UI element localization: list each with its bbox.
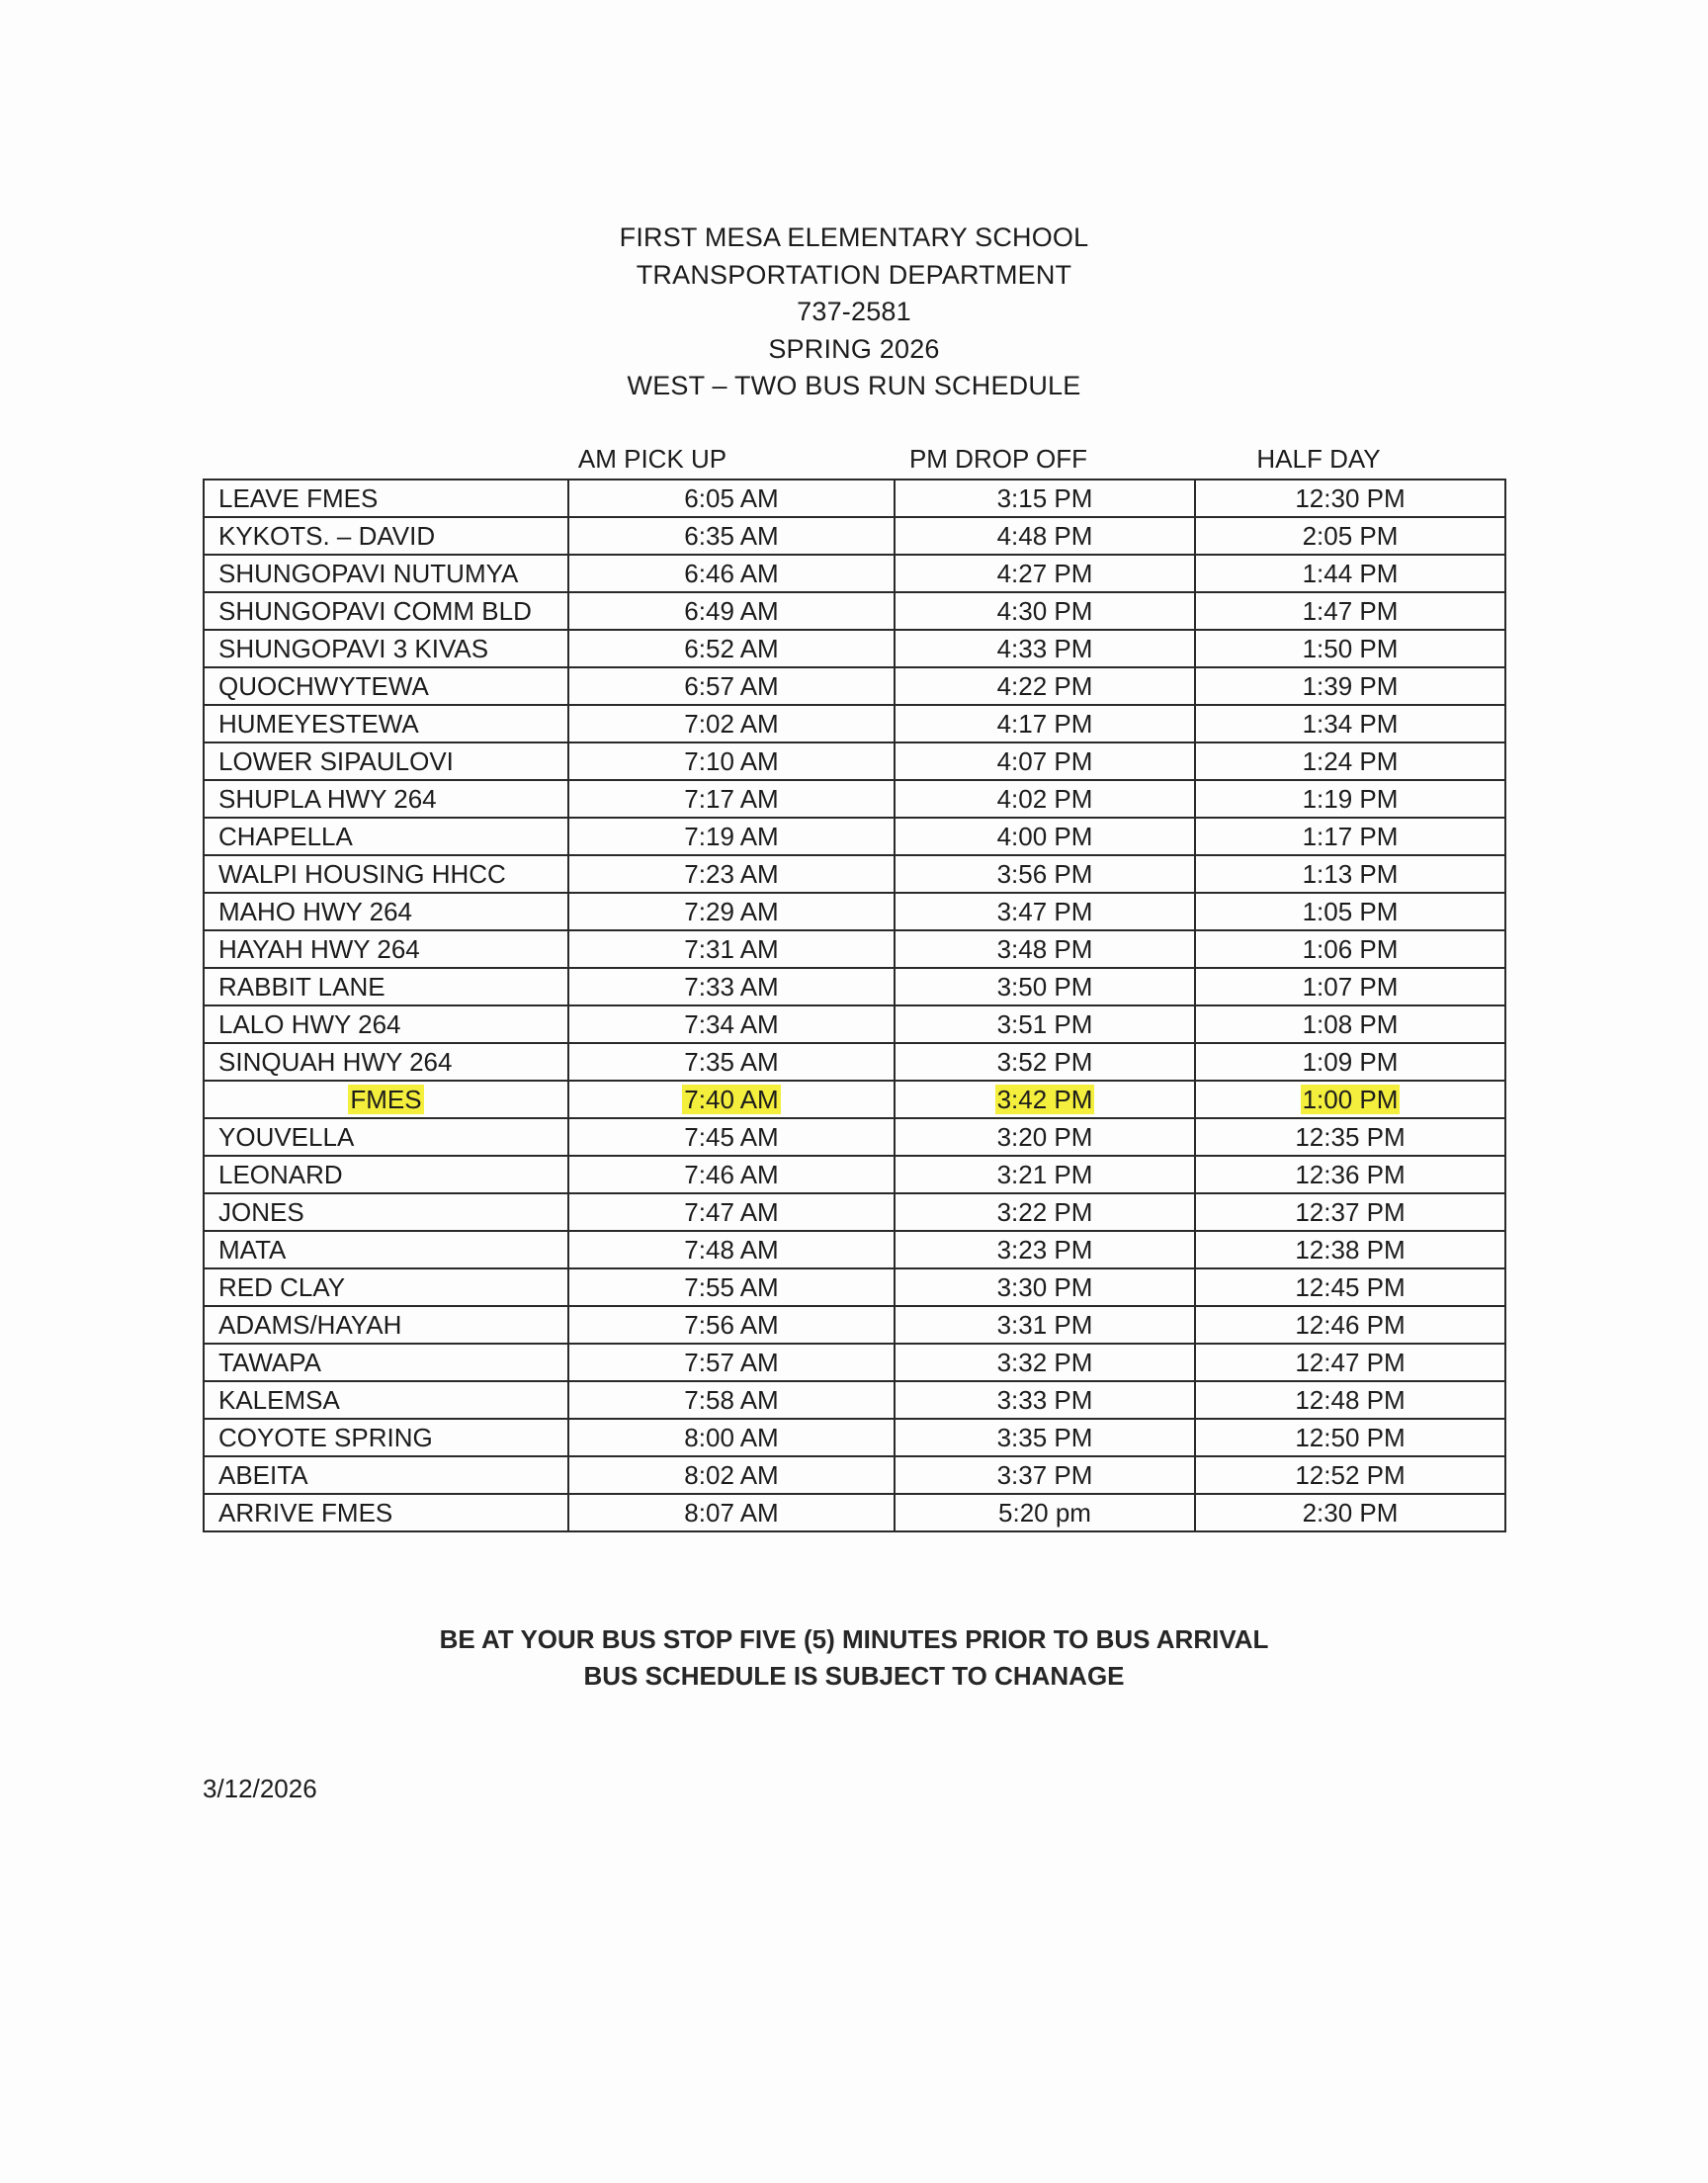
- half-day-cell: [1195, 1005, 1505, 1043]
- half-day-cell: [1195, 555, 1505, 592]
- pm-dropoff-cell: [895, 1043, 1195, 1081]
- half-day-cell-text: 1:50 PM: [1302, 634, 1399, 663]
- column-header-half-day: HALF DAY: [1256, 444, 1381, 474]
- stop-name-cell-text: SINQUAH HWY 264: [218, 1047, 453, 1077]
- table-row: [204, 480, 1505, 517]
- pm-dropoff-cell: [895, 1456, 1195, 1494]
- table-row: [204, 1118, 1505, 1156]
- am-pickup-cell: [568, 1231, 895, 1268]
- stop-name-cell: [204, 855, 568, 893]
- am-pickup-cell-text: 7:57 AM: [684, 1348, 779, 1377]
- stop-name-cell: [204, 480, 568, 517]
- pm-dropoff-cell: [895, 1193, 1195, 1231]
- am-pickup-cell-text: 7:19 AM: [684, 822, 779, 851]
- am-pickup-cell-text: 7:33 AM: [684, 972, 779, 1002]
- table-row: [204, 1156, 1505, 1193]
- am-pickup-cell: [568, 1306, 895, 1344]
- am-pickup-cell: [568, 1419, 895, 1456]
- pm-dropoff-cell-text: 4:48 PM: [996, 521, 1093, 551]
- pm-dropoff-cell-text: 4:17 PM: [996, 709, 1093, 739]
- stop-name-cell-text: LEAVE FMES: [218, 483, 379, 513]
- stop-name-cell-text: ADAMS/HAYAH: [218, 1310, 402, 1340]
- school-name: FIRST MESA ELEMENTARY SCHOOL: [619, 222, 1089, 252]
- half-day-cell: [1195, 780, 1505, 818]
- am-pickup-cell: [568, 780, 895, 818]
- am-pickup-cell-text: 7:31 AM: [684, 934, 779, 964]
- pm-dropoff-cell-text: 3:23 PM: [996, 1235, 1093, 1265]
- half-day-cell-text: 12:46 PM: [1295, 1310, 1406, 1340]
- am-pickup-cell-text: 8:07 AM: [684, 1498, 779, 1528]
- half-day-cell-text: 1:39 PM: [1302, 671, 1399, 701]
- am-pickup-cell: [568, 1193, 895, 1231]
- phone-number: 737-2581: [797, 297, 911, 326]
- half-day-cell-text: 1:17 PM: [1302, 822, 1399, 851]
- table-row: [204, 818, 1505, 855]
- pm-dropoff-cell: [895, 1494, 1195, 1531]
- stop-name-cell: [204, 742, 568, 780]
- half-day-cell-text: 1:13 PM: [1302, 859, 1399, 889]
- table-row: [204, 742, 1505, 780]
- half-day-cell-text: 12:45 PM: [1295, 1272, 1406, 1302]
- am-pickup-cell-text: 7:10 AM: [684, 746, 779, 776]
- am-pickup-cell: [568, 818, 895, 855]
- table-row: [204, 630, 1505, 667]
- am-pickup-cell: [568, 1156, 895, 1193]
- pm-dropoff-cell-text: 3:20 PM: [996, 1122, 1093, 1152]
- stop-name-cell: [204, 1156, 568, 1193]
- table-row: [204, 667, 1505, 705]
- am-pickup-cell-text: 7:23 AM: [684, 859, 779, 889]
- stop-name-cell: [204, 1193, 568, 1231]
- half-day-cell-text: 2:30 PM: [1302, 1498, 1399, 1528]
- table-row: [204, 1081, 1505, 1118]
- pm-dropoff-cell: [895, 555, 1195, 592]
- stop-name-cell: [204, 1231, 568, 1268]
- stop-name-cell-text: SHUPLA HWY 264: [218, 784, 437, 814]
- am-pickup-cell-text: 7:47 AM: [684, 1197, 779, 1227]
- stop-name-cell: [204, 1268, 568, 1306]
- stop-name-cell-text: TAWAPA: [218, 1348, 321, 1377]
- am-pickup-cell-text: 8:02 AM: [684, 1460, 779, 1490]
- stop-name-cell-text: FMES: [350, 1085, 422, 1114]
- am-pickup-cell-text: 7:17 AM: [684, 784, 779, 814]
- am-pickup-cell-text: 7:48 AM: [684, 1235, 779, 1265]
- stop-name-cell: [204, 592, 568, 630]
- pm-dropoff-cell: [895, 1306, 1195, 1344]
- pm-dropoff-cell-text: 4:07 PM: [996, 746, 1093, 776]
- pm-dropoff-cell-text: 3:51 PM: [996, 1009, 1093, 1039]
- stop-name-cell-text: ARRIVE FMES: [218, 1498, 393, 1528]
- stop-name-cell: [204, 555, 568, 592]
- pm-dropoff-cell-text: 4:22 PM: [996, 671, 1093, 701]
- pm-dropoff-cell: [895, 705, 1195, 742]
- table-row: [204, 1043, 1505, 1081]
- pm-dropoff-cell-text: 3:32 PM: [996, 1348, 1093, 1377]
- stop-name-cell: [204, 818, 568, 855]
- stop-name-cell: [204, 667, 568, 705]
- pm-dropoff-cell: [895, 1005, 1195, 1043]
- notice: [0, 1621, 1708, 1695]
- pm-dropoff-cell-text: 4:27 PM: [996, 559, 1093, 588]
- stop-name-cell-text: SHUNGOPAVI 3 KIVAS: [218, 634, 489, 663]
- table-row: [204, 1231, 1505, 1268]
- am-pickup-cell-text: 6:35 AM: [684, 521, 779, 551]
- am-pickup-cell: [568, 1456, 895, 1494]
- pm-dropoff-cell-text: 3:37 PM: [996, 1460, 1093, 1490]
- half-day-cell: [1195, 930, 1505, 968]
- pm-dropoff-cell: [895, 480, 1195, 517]
- table-row: [204, 1381, 1505, 1419]
- half-day-cell: [1195, 480, 1505, 517]
- pm-dropoff-cell-text: 3:35 PM: [996, 1423, 1093, 1452]
- pm-dropoff-cell-text: 3:33 PM: [996, 1385, 1093, 1415]
- pm-dropoff-cell-text: 3:21 PM: [996, 1160, 1093, 1189]
- pm-dropoff-cell-text: 4:33 PM: [996, 634, 1093, 663]
- pm-dropoff-cell-text: 3:22 PM: [996, 1197, 1093, 1227]
- am-pickup-cell: [568, 667, 895, 705]
- half-day-cell: [1195, 1268, 1505, 1306]
- half-day-cell-text: 12:30 PM: [1295, 483, 1406, 513]
- half-day-cell: [1195, 1494, 1505, 1531]
- am-pickup-cell: [568, 893, 895, 930]
- am-pickup-cell-text: 7:35 AM: [684, 1047, 779, 1077]
- am-pickup-cell: [568, 555, 895, 592]
- am-pickup-cell: [568, 930, 895, 968]
- table-row: [204, 780, 1505, 818]
- stop-name-cell: [204, 1494, 568, 1531]
- pm-dropoff-cell-text: 3:31 PM: [996, 1310, 1093, 1340]
- am-pickup-cell-text: 7:58 AM: [684, 1385, 779, 1415]
- pm-dropoff-cell-text: 3:47 PM: [996, 897, 1093, 926]
- pm-dropoff-cell: [895, 742, 1195, 780]
- table-row: [204, 517, 1505, 555]
- pm-dropoff-cell-text: 3:42 PM: [996, 1085, 1093, 1114]
- half-day-cell-text: 1:00 PM: [1302, 1085, 1399, 1114]
- stop-name-cell: [204, 630, 568, 667]
- half-day-cell: [1195, 1344, 1505, 1381]
- stop-name-cell-text: LALO HWY 264: [218, 1009, 401, 1039]
- pm-dropoff-cell-text: 4:00 PM: [996, 822, 1093, 851]
- am-pickup-cell: [568, 1118, 895, 1156]
- half-day-cell: [1195, 1118, 1505, 1156]
- table-row: [204, 893, 1505, 930]
- stop-name-cell: [204, 1456, 568, 1494]
- schedule-body: [204, 480, 1505, 1531]
- stop-name-cell: [204, 968, 568, 1005]
- pm-dropoff-cell-text: 4:02 PM: [996, 784, 1093, 814]
- pm-dropoff-cell: [895, 630, 1195, 667]
- half-day-cell-text: 1:47 PM: [1302, 596, 1399, 626]
- stop-name-cell-text: SHUNGOPAVI COMM BLD: [218, 596, 532, 626]
- am-pickup-cell: [568, 517, 895, 555]
- pm-dropoff-cell: [895, 780, 1195, 818]
- stop-name-cell: [204, 517, 568, 555]
- half-day-cell: [1195, 855, 1505, 893]
- half-day-cell: [1195, 592, 1505, 630]
- half-day-cell-text: 12:48 PM: [1295, 1385, 1406, 1415]
- stop-name-cell: [204, 893, 568, 930]
- table-row: [204, 855, 1505, 893]
- half-day-cell: [1195, 705, 1505, 742]
- half-day-cell: [1195, 667, 1505, 705]
- half-day-cell: [1195, 1419, 1505, 1456]
- stop-name-cell: [204, 1118, 568, 1156]
- half-day-cell: [1195, 517, 1505, 555]
- pm-dropoff-cell: [895, 667, 1195, 705]
- pm-dropoff-cell: [895, 1381, 1195, 1419]
- half-day-cell-text: 12:37 PM: [1295, 1197, 1406, 1227]
- half-day-cell-text: 1:06 PM: [1302, 934, 1399, 964]
- stop-name-cell-text: KALEMSA: [218, 1385, 340, 1415]
- stop-name-cell: [204, 930, 568, 968]
- half-day-cell-text: 12:47 PM: [1295, 1348, 1406, 1377]
- am-pickup-cell: [568, 1381, 895, 1419]
- half-day-cell-text: 1:34 PM: [1302, 709, 1399, 739]
- am-pickup-cell: [568, 630, 895, 667]
- stop-name-cell-text: HAYAH HWY 264: [218, 934, 420, 964]
- stop-name-cell-text: SHUNGOPAVI NUTUMYA: [218, 559, 519, 588]
- half-day-cell: [1195, 1156, 1505, 1193]
- stop-name-cell: [204, 780, 568, 818]
- pm-dropoff-cell-text: 3:52 PM: [996, 1047, 1093, 1077]
- am-pickup-cell: [568, 1494, 895, 1531]
- pm-dropoff-cell-text: 3:30 PM: [996, 1272, 1093, 1302]
- column-headers: [0, 444, 1708, 480]
- half-day-cell-text: 1:24 PM: [1302, 746, 1399, 776]
- half-day-cell-text: 1:19 PM: [1302, 784, 1399, 814]
- pm-dropoff-cell: [895, 1419, 1195, 1456]
- half-day-cell: [1195, 742, 1505, 780]
- table-row: [204, 1456, 1505, 1494]
- half-day-cell: [1195, 1081, 1505, 1118]
- table-row: [204, 1268, 1505, 1306]
- am-pickup-cell-text: 7:56 AM: [684, 1310, 779, 1340]
- stop-name-cell: [204, 1344, 568, 1381]
- half-day-cell: [1195, 968, 1505, 1005]
- half-day-cell-text: 12:38 PM: [1295, 1235, 1406, 1265]
- pm-dropoff-cell: [895, 592, 1195, 630]
- schedule-title: WEST – TWO BUS RUN SCHEDULE: [627, 371, 1081, 400]
- am-pickup-cell: [568, 1344, 895, 1381]
- am-pickup-cell-text: 7:55 AM: [684, 1272, 779, 1302]
- pm-dropoff-cell: [895, 855, 1195, 893]
- stop-name-cell-text: RED CLAY: [218, 1272, 346, 1302]
- pm-dropoff-cell-text: 4:30 PM: [996, 596, 1093, 626]
- am-pickup-cell-text: 6:46 AM: [684, 559, 779, 588]
- table-row: [204, 705, 1505, 742]
- half-day-cell: [1195, 1381, 1505, 1419]
- stop-name-cell-text: YOUVELLA: [218, 1122, 355, 1152]
- stop-name-cell-text: COYOTE SPRING: [218, 1423, 433, 1452]
- half-day-cell: [1195, 630, 1505, 667]
- half-day-cell-text: 1:07 PM: [1302, 972, 1399, 1002]
- half-day-cell-text: 1:44 PM: [1302, 559, 1399, 588]
- am-pickup-cell-text: 7:29 AM: [684, 897, 779, 926]
- pm-dropoff-cell-text: 5:20 pm: [998, 1498, 1091, 1528]
- pm-dropoff-cell: [895, 1156, 1195, 1193]
- stop-name-cell-text: RABBIT LANE: [218, 972, 385, 1002]
- half-day-cell: [1195, 1193, 1505, 1231]
- stop-name-cell-text: HUMEYESTEWA: [218, 709, 419, 739]
- half-day-cell: [1195, 818, 1505, 855]
- am-pickup-cell-text: 6:05 AM: [684, 483, 779, 513]
- notice-line-2: BUS SCHEDULE IS SUBJECT TO CHANAGE: [583, 1661, 1125, 1691]
- notice-line-1: BE AT YOUR BUS STOP FIVE (5) MINUTES PRIOR TO BUS ARRIVAL: [439, 1624, 1269, 1654]
- am-pickup-cell: [568, 480, 895, 517]
- pm-dropoff-cell: [895, 930, 1195, 968]
- stop-name-cell: [204, 1381, 568, 1419]
- table-row: [204, 930, 1505, 968]
- pm-dropoff-cell-text: 3:48 PM: [996, 934, 1093, 964]
- am-pickup-cell: [568, 1081, 895, 1118]
- table-row: [204, 968, 1505, 1005]
- pm-dropoff-cell-text: 3:50 PM: [996, 972, 1093, 1002]
- stop-name-cell: [204, 1306, 568, 1344]
- am-pickup-cell-text: 8:00 AM: [684, 1423, 779, 1452]
- half-day-cell-text: 1:08 PM: [1302, 1009, 1399, 1039]
- am-pickup-cell: [568, 1043, 895, 1081]
- pm-dropoff-cell: [895, 818, 1195, 855]
- column-header-pm: PM DROP OFF: [908, 444, 1088, 474]
- am-pickup-cell-text: 6:49 AM: [684, 596, 779, 626]
- half-day-cell-text: 1:09 PM: [1302, 1047, 1399, 1077]
- table-row: [204, 1494, 1505, 1531]
- stop-name-cell-text: ABEITA: [218, 1460, 308, 1490]
- stop-name-cell-text: LEONARD: [218, 1160, 343, 1189]
- table-row: [204, 555, 1505, 592]
- term: SPRING 2026: [768, 333, 940, 364]
- pm-dropoff-cell: [895, 968, 1195, 1005]
- pm-dropoff-cell: [895, 1344, 1195, 1381]
- am-pickup-cell-text: 6:52 AM: [684, 634, 779, 663]
- pm-dropoff-cell: [895, 1081, 1195, 1118]
- am-pickup-cell: [568, 705, 895, 742]
- pm-dropoff-cell-text: 3:56 PM: [996, 859, 1093, 889]
- table-row: [204, 592, 1505, 630]
- half-day-cell-text: 12:35 PM: [1295, 1122, 1406, 1152]
- am-pickup-cell: [568, 742, 895, 780]
- department-name: TRANSPORTATION DEPARTMENT: [636, 259, 1072, 290]
- am-pickup-cell: [568, 592, 895, 630]
- half-day-cell-text: 12:50 PM: [1295, 1423, 1406, 1452]
- pm-dropoff-cell: [895, 1118, 1195, 1156]
- table-row: [204, 1344, 1505, 1381]
- column-header-am: AM PICK UP: [577, 444, 727, 474]
- stop-name-cell-text: MATA: [218, 1235, 287, 1265]
- half-day-cell-text: 2:05 PM: [1302, 521, 1399, 551]
- am-pickup-cell: [568, 1005, 895, 1043]
- stop-name-cell: [204, 1043, 568, 1081]
- table-row: [204, 1193, 1505, 1231]
- am-pickup-cell-text: 7:45 AM: [684, 1122, 779, 1152]
- bus-schedule-table: [203, 479, 1506, 1532]
- stop-name-cell-text: KYKOTS. – DAVID: [218, 521, 436, 551]
- pm-dropoff-cell: [895, 1268, 1195, 1306]
- stop-name-cell-text: CHAPELLA: [218, 822, 353, 851]
- stop-name-cell-text: WALPI HOUSING HHCC: [218, 859, 506, 889]
- stop-name-cell-text: QUOCHWYTEWA: [218, 671, 429, 701]
- document-date: 3/12/2026: [203, 1774, 317, 1803]
- stop-name-cell: [204, 1005, 568, 1043]
- pm-dropoff-cell-text: 3:15 PM: [996, 483, 1093, 513]
- half-day-cell-text: 12:52 PM: [1295, 1460, 1406, 1490]
- half-day-cell-text: 12:36 PM: [1295, 1160, 1406, 1189]
- am-pickup-cell-text: 6:57 AM: [684, 671, 779, 701]
- stop-name-cell-text: JONES: [218, 1197, 304, 1227]
- am-pickup-cell: [568, 1268, 895, 1306]
- stop-name-cell: [204, 1419, 568, 1456]
- am-pickup-cell: [568, 968, 895, 1005]
- stop-name-cell: [204, 1081, 568, 1118]
- pm-dropoff-cell: [895, 893, 1195, 930]
- am-pickup-cell: [568, 855, 895, 893]
- half-day-cell: [1195, 1456, 1505, 1494]
- am-pickup-cell-text: 7:02 AM: [684, 709, 779, 739]
- half-day-cell-text: 1:05 PM: [1302, 897, 1399, 926]
- table-row: [204, 1419, 1505, 1456]
- table-row: [204, 1306, 1505, 1344]
- half-day-cell: [1195, 893, 1505, 930]
- am-pickup-cell-text: 7:34 AM: [684, 1009, 779, 1039]
- pm-dropoff-cell: [895, 1231, 1195, 1268]
- half-day-cell: [1195, 1306, 1505, 1344]
- half-day-cell: [1195, 1043, 1505, 1081]
- table-row: [204, 1005, 1505, 1043]
- am-pickup-cell-text: 7:46 AM: [684, 1160, 779, 1189]
- half-day-cell: [1195, 1231, 1505, 1268]
- stop-name-cell: [204, 705, 568, 742]
- stop-name-cell-text: LOWER SIPAULOVI: [218, 746, 454, 776]
- am-pickup-cell-text: 7:40 AM: [684, 1085, 779, 1114]
- stop-name-cell-text: MAHO HWY 264: [218, 897, 413, 926]
- pm-dropoff-cell: [895, 517, 1195, 555]
- document-header: [0, 219, 1708, 405]
